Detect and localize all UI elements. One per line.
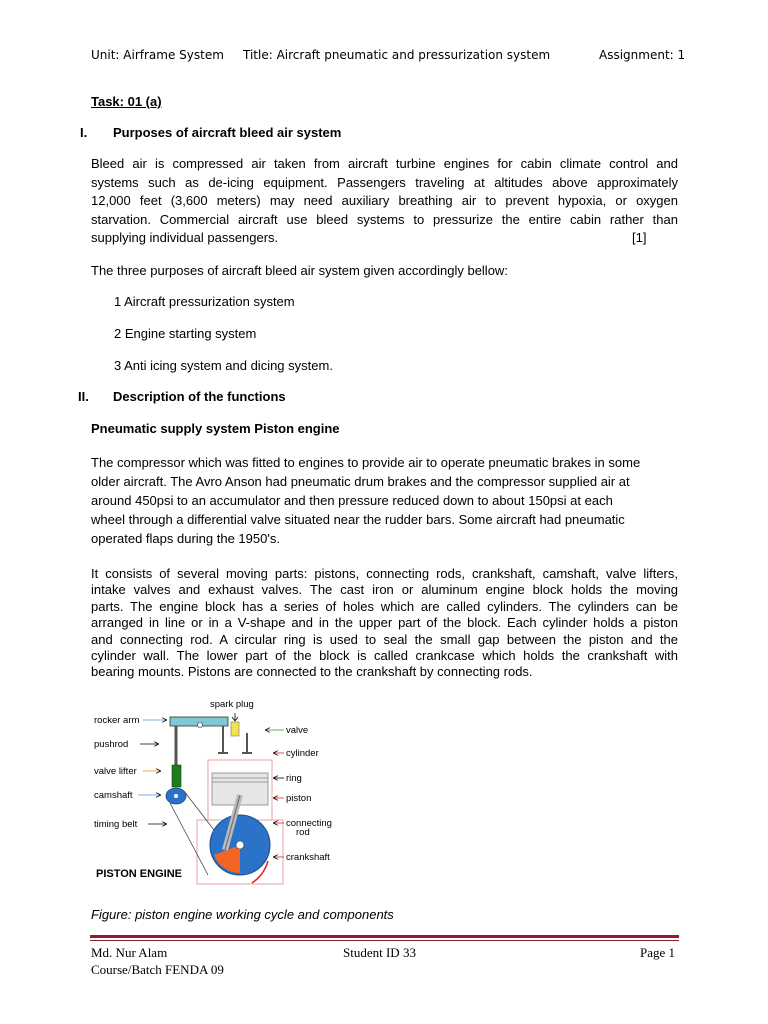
label-ring: ring (286, 773, 302, 784)
paragraph-line: bearing mounts. Pistons are connected to the crankshaft by connecting rods. (91, 664, 533, 680)
citation: [1] (632, 230, 647, 245)
purpose-item: 2 Engine starting system (114, 326, 257, 341)
paragraph-line: intake valves and exhaust valves. The cast iron or aluminum engine block holds the moving (91, 582, 678, 598)
label-valve-lifter: valve lifter (94, 766, 137, 777)
paragraph-line: arranged in line or in a V-shape and in the upper part of the block. Each cylinder holds a piston (91, 615, 678, 631)
section2-heading: Description of the functions (113, 389, 286, 404)
footer-page: Page 1 (640, 945, 676, 960)
spark-plug (231, 713, 239, 736)
paragraph-line: 12,000 feet (3,600 meters) may need auxiliary breathing air to prevent hypoxia, or oxygen (91, 193, 678, 208)
task-heading: Task: 01 (a) (91, 94, 162, 109)
purpose-item: 3 Anti icing system and dicing system. (114, 358, 333, 373)
label-rocker-arm: rocker arm (94, 715, 140, 726)
footer-course: Course/Batch FENDA 09 (91, 962, 224, 977)
footer-rule-thin (90, 940, 679, 941)
figure-caption: Figure: piston engine working cycle and components (91, 907, 394, 922)
label-piston: piston (286, 793, 312, 804)
paragraph-line: parts. The engine block has a series of holes which are called cylinders. The cylinders can be (91, 598, 678, 614)
paragraph-line: The compressor which was fitted to engines to provide air to operate pneumatic brakes in some (91, 455, 641, 470)
footer-rule-thick (90, 935, 679, 938)
label-valve: valve (286, 725, 309, 736)
piston-engine-diagram (90, 695, 350, 890)
paragraph-line: Bleed air is compressed air taken from aircraft turbine engines for cabin climate control and (91, 156, 678, 171)
rocker-arm (170, 717, 228, 728)
paragraph-line: It consists of several moving parts: pistons, connecting rods, crankshaft, camshaft, valve lifters, (91, 566, 678, 581)
header-title: Title: Aircraft pneumatic and pressurization system (243, 48, 551, 62)
label-crankshaft: crankshaft (286, 852, 330, 863)
label-connecting: connecting (286, 818, 332, 829)
header-assignment: Assignment: 1 (599, 48, 686, 62)
label-camshaft: camshaft (94, 790, 133, 801)
paragraph-line: older aircraft. The Avro Anson had pneumatic drum brakes and the compressor supplied air at (91, 474, 630, 489)
paragraph-line: systems such as de-icing equipment. Passengers traveling at altitudes above approximately (91, 174, 678, 190)
bleed-air-paragraph (91, 155, 678, 248)
paragraph-line: operated flaps during the 1950's. (91, 531, 280, 546)
section1-numeral: I. (80, 125, 88, 140)
paragraph-line: around 450psi to an accumulator and then pressure reduced down to about 150psi at each (91, 493, 613, 508)
label-rod: rod (296, 827, 310, 838)
crankshaft (210, 815, 270, 875)
subheading: Pneumatic supply system Piston engine (91, 421, 340, 436)
section1-heading: Purposes of aircraft bleed air system (113, 125, 342, 140)
header-unit: Unit: Airframe System (91, 48, 224, 62)
section2-numeral: II. (78, 389, 89, 404)
purposes-intro: The three purposes of aircraft bleed air system given accordingly bellow: (91, 263, 508, 278)
camshaft (166, 788, 186, 804)
diagram-title: PISTON ENGINE (96, 868, 182, 880)
paragraph-line: supplying individual passengers. (91, 230, 279, 245)
paragraph-line: and connecting rod. A circular ring is used to seal the small gap between the piston and the (91, 631, 678, 647)
paragraph-line: starvation. Commercial aircraft use bleed systems to pressurize the entire cabin rather than (91, 211, 678, 227)
paragraph-line: wheel through a differential valve situated near the rudder bars. Some aircraft had pneumatic (91, 512, 625, 527)
valve-lifter (172, 765, 181, 787)
label-pushrod: pushrod (94, 739, 129, 750)
label-cylinder: cylinder (286, 748, 319, 759)
label-spark-plug: spark plug (210, 699, 254, 710)
footer-name: Md. Nur Alam (91, 945, 168, 960)
purpose-item: 1 Aircraft pressurization system (114, 294, 295, 309)
footer-student-id: Student ID 33 (343, 945, 416, 960)
label-timing-belt: timing belt (94, 819, 138, 830)
compressor-paragraph (91, 453, 678, 548)
paragraph-line: cylinder wall. The lower part of the block is called crankcase which holds the crankshaft with (91, 648, 678, 664)
engine-parts-paragraph (91, 566, 678, 681)
